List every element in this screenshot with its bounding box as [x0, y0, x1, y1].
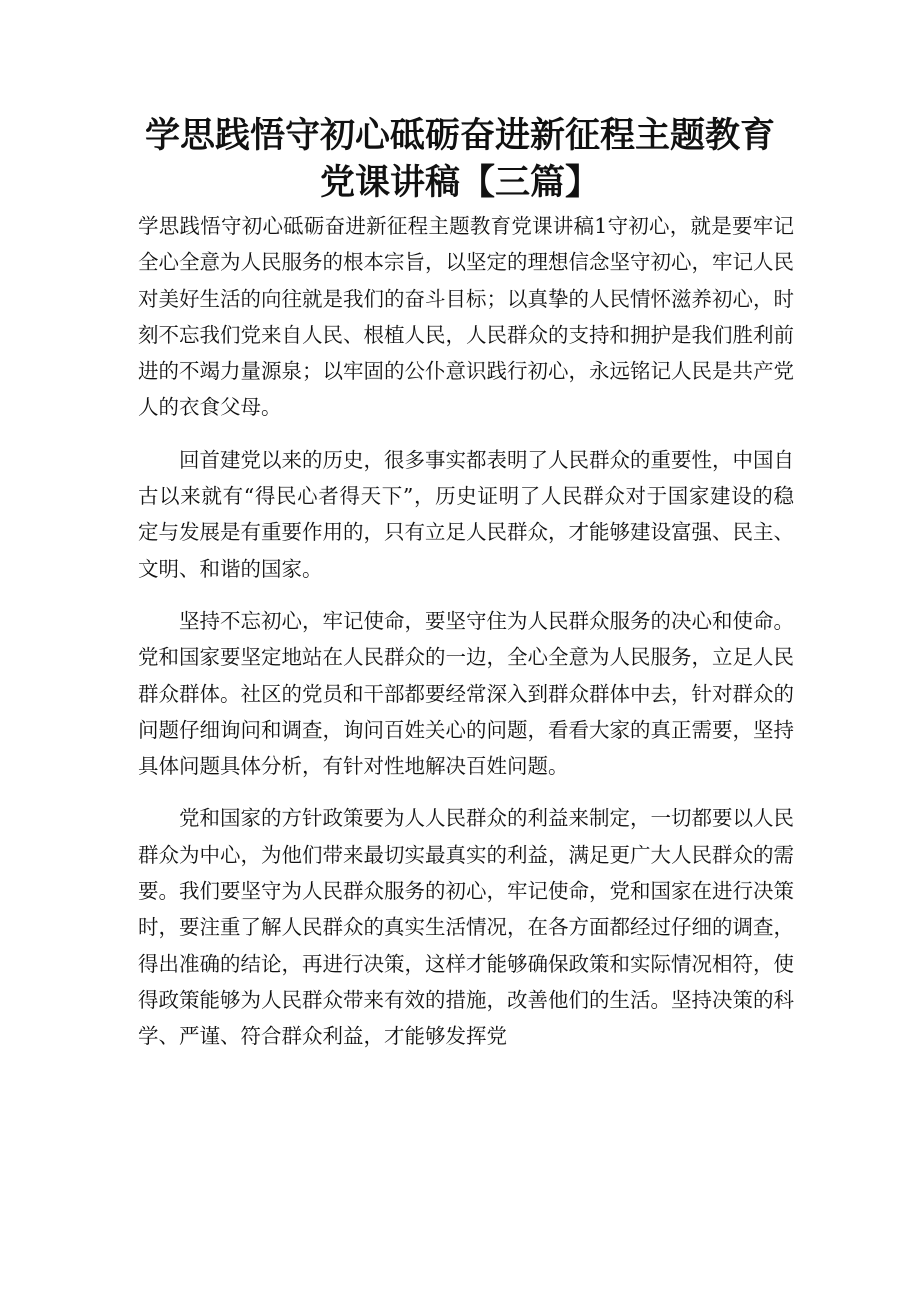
paragraph-1: 学思践悟守初心砥砺奋进新征程主题教育党课讲稿1守初心，就是要牢记全心全意为人民服务的根本宗旨，以坚定的理想信念坚守初心，牢记人民对美好生活的向往就是我们的奋斗目标；以真挚的人民情怀滋养初心，时刻不忘我们党来自人民、根植人民，人民群众的支持和拥护是我们胜利前进的不竭力量源泉；以牢固的公仆意识践行初心，永远铭记人民是共产党人的衣食父母。: [138, 214, 794, 420]
document-body: [138, 208, 794, 1071]
document-title-line-1: 学思践悟守初心砥砺奋进新征程主题教育: [144, 116, 775, 156]
document-title-line-2: 党课讲稿【三篇】: [319, 163, 600, 203]
paragraph-2: 回首建党以来的历史，很多事实都表明了人民群众的重要性，中国自古以来就有“得民心者得天下”，历史证明了人民群众对于国家建设的稳定与发展是有重要作用的，只有立足人民群众，才能够建设富强、民主、文明、和谐的国家。: [138, 447, 794, 581]
paragraph-3: 坚持不忘初心，牢记使命，要坚守住为人民群众服务的决心和使命。党和国家要坚定地站在人民群众的一边，全心全意为人民服务，立足人民群众群体。社区的党员和干部都要经常深入到群众群体中去，针对群众的问题仔细询问和调查，询问百姓关心的问题，看看大家的真正需要，坚持具体问题具体分析，有针对性地解决百姓问题。: [138, 608, 794, 779]
paragraph-4: 党和国家的方针政策要为人人民群众的利益来制定，一切都要以人民群众为中心，为他们带来最切实最真实的利益，满足更广大人民群众的需要。我们要坚守为人民群众服务的初心，牢记使命，党和国家在进行决策时，要注重了解人民群众的真实生活情况，在各方面都经过仔细的调查，得出准确的结论，再进行决策，这样才能够确保政策和实际情况相符，使得政策能够为人民群众带来有效的措施，改善他们的生活。坚持决策的科学、严谨、符合群众利益，才能够发挥党: [138, 806, 794, 1049]
